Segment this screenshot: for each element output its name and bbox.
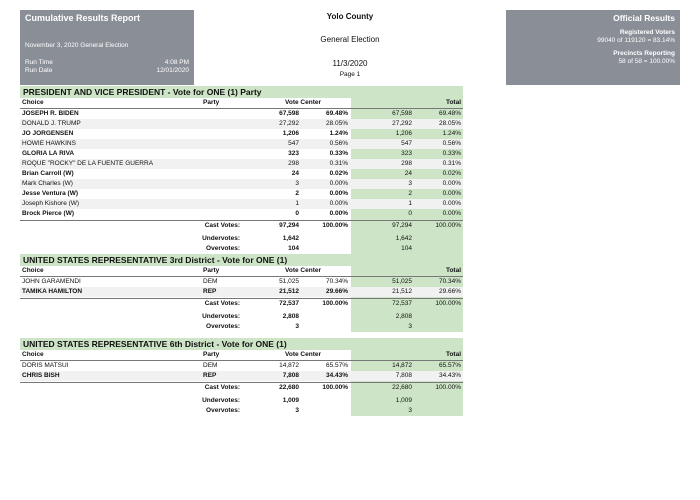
vote-center-votes: 14,872	[279, 362, 299, 369]
vote-center-header: Vote Center	[285, 267, 321, 274]
total-votes: 24	[404, 170, 412, 177]
candidate-row	[20, 199, 463, 209]
undervotes-row-label: Undervotes:	[202, 235, 240, 242]
overvotes-value: 104	[288, 245, 299, 252]
candidate-row	[20, 159, 463, 169]
cast-votes-percent: 100.00%	[322, 222, 348, 229]
vote-center-votes: 1,206	[282, 130, 299, 137]
undervotes-value: 2,808	[282, 313, 299, 320]
candidate-row	[20, 371, 463, 381]
total-header: Total	[445, 351, 461, 358]
total-votes: 7,808	[395, 372, 412, 379]
contest-section	[20, 338, 463, 414]
candidate-row	[20, 139, 463, 149]
total-percent: 28.05%	[438, 120, 461, 127]
vote-center-percent: 28.05%	[325, 120, 348, 127]
candidate-name: CHRIS BISH	[22, 372, 60, 379]
total-percent: 0.02%	[442, 170, 461, 177]
overvotes-total: 3	[408, 323, 412, 330]
total-percent: 0.00%	[442, 180, 461, 187]
candidate-row	[20, 189, 463, 199]
candidate-row	[20, 169, 463, 179]
report-title: Cumulative Results Report	[25, 13, 141, 23]
party-header: Party	[203, 99, 220, 106]
overvotes-total: 104	[401, 245, 412, 252]
page-number: Page 1	[339, 71, 361, 78]
run-time-label: Run Time	[25, 59, 53, 66]
total-percent: 0.33%	[442, 150, 461, 157]
county-name: Yolo County	[326, 12, 374, 21]
total-votes: 14,872	[392, 362, 412, 369]
table-header	[20, 350, 463, 361]
contest-section	[20, 254, 463, 330]
cast-votes-value: 22,680	[279, 384, 299, 391]
cast-votes-row	[20, 382, 463, 393]
cast-total-percent: 100.00%	[435, 300, 461, 307]
undervotes-value: 1,009	[282, 397, 299, 404]
overvotes-total: 3	[408, 407, 412, 414]
cast-votes-percent: 100.00%	[322, 384, 348, 391]
vote-center-votes: 24	[291, 170, 299, 177]
cast-total-percent: 100.00%	[435, 384, 461, 391]
candidate-row	[20, 149, 463, 159]
vote-center-votes: 51,025	[279, 278, 299, 285]
overvotes-row-label: Overvotes:	[206, 323, 240, 330]
vote-center-percent: 0.00%	[329, 210, 348, 217]
overvotes-value: 3	[295, 407, 299, 414]
registered-voters-value: 99040 of 119120 = 83.14%	[597, 37, 675, 44]
candidate-name: DONALD J. TRUMP	[22, 120, 81, 127]
contest-title: UNITED STATES REPRESENTATIVE 6th District - Vote for ONE (1)	[20, 338, 463, 350]
vote-center-votes: 27,292	[279, 120, 299, 127]
contest-title: PRESIDENT AND VICE PRESIDENT - Vote for ONE (1) Party	[20, 86, 463, 98]
vote-center-votes: 1	[295, 200, 299, 207]
overvotes-row-label: Overvotes:	[206, 407, 240, 414]
candidate-name: Joseph Kishore (W)	[22, 200, 80, 207]
total-votes: 298	[401, 160, 412, 167]
total-votes: 547	[401, 140, 412, 147]
undervotes-row	[20, 312, 463, 322]
precincts-reporting-value: 58 of 58 = 100.00%	[618, 58, 675, 65]
total-percent: 34.43%	[438, 372, 461, 379]
total-votes: 0	[408, 210, 412, 217]
election-date: November 3, 2020 General Election	[25, 42, 129, 49]
total-header: Total	[445, 267, 461, 274]
total-votes: 67,598	[392, 110, 412, 117]
candidate-name: Brian Carroll (W)	[22, 170, 74, 177]
total-votes: 2	[408, 190, 412, 197]
cast-votes-row	[20, 220, 463, 231]
run-time-row	[25, 59, 189, 66]
undervotes-row-label: Undervotes:	[202, 397, 240, 404]
candidate-name: HOWIE HAWKINS	[22, 140, 76, 147]
undervotes-total: 1,642	[395, 235, 412, 242]
overvotes-row	[20, 244, 463, 254]
vote-center-header: Vote Center	[285, 99, 321, 106]
total-votes: 51,025	[392, 278, 412, 285]
candidate-name: JOHN GARAMENDI	[22, 278, 81, 285]
cast-total-votes: 72,537	[392, 300, 412, 307]
vote-center-votes: 2	[295, 190, 299, 197]
candidate-row	[20, 209, 463, 219]
official-results-title: Official Results	[613, 13, 675, 23]
overvotes-row	[20, 322, 463, 332]
vote-center-votes: 298	[288, 160, 299, 167]
table-header	[20, 266, 463, 277]
total-header: Total	[445, 99, 461, 106]
total-percent: 0.31%	[442, 160, 461, 167]
vote-center-percent: 0.00%	[329, 180, 348, 187]
candidate-name: JO JORGENSEN	[22, 130, 74, 137]
choice-header: Choice	[22, 267, 44, 274]
choice-header: Choice	[22, 99, 44, 106]
vote-center-percent: 34.43%	[325, 372, 348, 379]
candidate-row	[20, 179, 463, 189]
total-percent: 0.56%	[442, 140, 461, 147]
total-percent: 0.00%	[442, 190, 461, 197]
candidate-row	[20, 361, 463, 371]
total-votes: 3	[408, 180, 412, 187]
run-time-value: 4:08 PM	[164, 59, 189, 66]
vote-center-percent: 70.34%	[325, 278, 348, 285]
undervotes-value: 1,642	[282, 235, 299, 242]
undervotes-row-label: Undervotes:	[202, 313, 240, 320]
vote-center-votes: 7,808	[282, 372, 299, 379]
candidate-row	[20, 277, 463, 287]
candidate-name: JOSEPH R. BIDEN	[22, 110, 79, 117]
vote-center-percent: 65.57%	[325, 362, 348, 369]
vote-center-votes: 21,512	[279, 288, 299, 295]
candidate-party: REP	[203, 372, 217, 379]
total-votes: 27,292	[392, 120, 412, 127]
vote-center-header: Vote Center	[285, 351, 321, 358]
overvotes-row-label: Overvotes:	[206, 245, 240, 252]
table-header	[20, 98, 463, 109]
run-date-label: Run Date	[25, 67, 53, 74]
vote-center-votes: 547	[288, 140, 299, 147]
vote-center-percent: 0.02%	[329, 170, 348, 177]
vote-center-percent: 0.56%	[329, 140, 348, 147]
undervotes-row	[20, 396, 463, 406]
total-percent: 0.00%	[442, 210, 461, 217]
candidate-name: Brock Pierce (W)	[22, 210, 75, 217]
candidate-party: DEM	[203, 278, 218, 285]
total-percent: 29.66%	[438, 288, 461, 295]
precincts-reporting-label: Precincts Reporting	[613, 50, 675, 57]
party-header: Party	[203, 351, 220, 358]
total-votes: 323	[401, 150, 412, 157]
cast-votes-value: 72,537	[279, 300, 299, 307]
undervotes-row	[20, 234, 463, 244]
vote-center-percent: 0.31%	[329, 160, 348, 167]
cast-votes-row-label: Cast Votes:	[204, 300, 240, 307]
run-date-value: 12/01/2020	[156, 67, 189, 74]
vote-center-votes: 323	[288, 150, 299, 157]
cast-votes-percent: 100.00%	[322, 300, 348, 307]
cast-votes-row-label: Cast Votes:	[204, 384, 240, 391]
cast-total-votes: 97,294	[392, 222, 412, 229]
candidate-row	[20, 119, 463, 129]
candidate-name: GLORIA LA RIVA	[22, 150, 75, 157]
total-votes: 1,206	[395, 130, 412, 137]
vote-center-percent: 0.33%	[329, 150, 348, 157]
candidate-name: TAMIKA HAMILTON	[22, 288, 83, 295]
total-percent: 69.48%	[438, 110, 461, 117]
cast-votes-row-label: Cast Votes:	[204, 222, 240, 229]
candidate-party: DEM	[203, 362, 218, 369]
vote-center-percent: 0.00%	[329, 200, 348, 207]
choice-header: Choice	[22, 351, 44, 358]
cast-votes-value: 97,294	[279, 222, 299, 229]
candidate-name: Jesse Ventura (W)	[22, 190, 78, 197]
vote-center-percent: 29.66%	[325, 288, 348, 295]
cast-votes-row	[20, 298, 463, 309]
contest-title: UNITED STATES REPRESENTATIVE 3rd District - Vote for ONE (1)	[20, 254, 463, 266]
candidate-party: REP	[203, 288, 217, 295]
cast-total-percent: 100.00%	[435, 222, 461, 229]
candidate-name: DORIS MATSUI	[22, 362, 69, 369]
run-date-row	[25, 67, 189, 74]
total-percent: 0.00%	[442, 200, 461, 207]
report-info-box	[20, 10, 194, 85]
total-votes: 1	[408, 200, 412, 207]
vote-center-percent: 0.00%	[329, 190, 348, 197]
undervotes-total: 2,808	[395, 313, 412, 320]
total-votes: 21,512	[392, 288, 412, 295]
undervotes-total: 1,009	[395, 397, 412, 404]
candidate-row	[20, 109, 463, 119]
candidate-name: Mark Charles (W)	[22, 180, 73, 187]
total-percent: 70.34%	[438, 278, 461, 285]
registered-voters-label: Registered Voters	[619, 29, 675, 36]
overvotes-row	[20, 406, 463, 416]
cast-total-votes: 22,680	[392, 384, 412, 391]
vote-center-votes: 67,598	[279, 110, 299, 117]
total-percent: 65.57%	[438, 362, 461, 369]
candidate-row	[20, 287, 463, 297]
total-percent: 1.24%	[442, 130, 461, 137]
party-header: Party	[203, 267, 220, 274]
candidate-row	[20, 129, 463, 139]
official-results-box	[506, 10, 680, 85]
report-date: 11/3/2020	[332, 59, 368, 68]
vote-center-percent: 69.48%	[325, 110, 348, 117]
contest-section	[20, 86, 463, 252]
overvotes-value: 3	[295, 323, 299, 330]
vote-center-percent: 1.24%	[329, 130, 348, 137]
vote-center-votes: 3	[295, 180, 299, 187]
vote-center-votes: 0	[295, 210, 299, 217]
candidate-name: ROQUE "ROCKY" DE LA FUENTE GUERRA	[22, 160, 154, 167]
election-name: General Election	[320, 35, 380, 44]
